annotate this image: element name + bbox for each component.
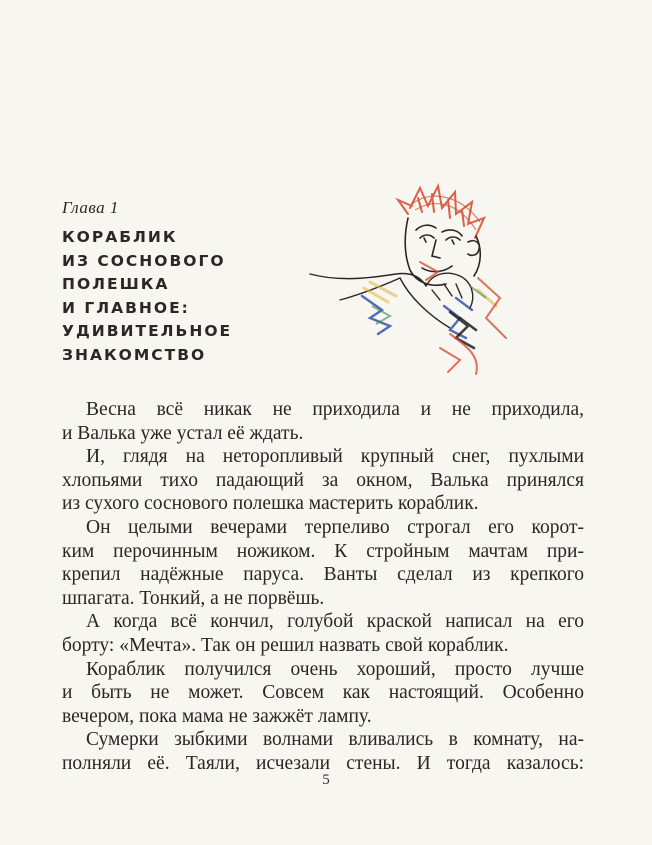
- text-line: А когда всё кончил, голубой краской написал на его: [86, 611, 584, 633]
- text-line: Он целыми вечерами терпеливо строгал его корот-: [86, 516, 584, 538]
- paragraph: [62, 658, 584, 729]
- chapter-title-line: ЗНАКОМСТВО: [62, 345, 207, 364]
- chapter-title-line: КОРАБЛИК: [62, 228, 178, 246]
- chapter-title-line: ПОЛЕШКА: [62, 275, 170, 293]
- chapter-title-line: И ГЛАВНОЕ:: [62, 298, 190, 317]
- chapter-title-line: ИЗ СОСНОВОГО: [62, 251, 226, 270]
- text-line: и Валька уже устал её ждать.: [62, 422, 304, 444]
- text-line: Весна всё никак не приходила и не приходила,: [86, 399, 584, 420]
- text-line: ким перочинным ножиком. К стройным мачтам при-: [62, 540, 584, 562]
- text-line: крепил надёжные паруса. Ванты сделал из крепкого: [62, 564, 584, 586]
- text-line: и быть не может. Совсем как настоящий. Особенно: [62, 682, 584, 704]
- text-line: полняли её. Таяли, исчезали стены. И тогда казалось:: [62, 752, 584, 774]
- text-line: Сумерки зыбкими волнами вливались в комнату, на-: [86, 729, 584, 751]
- chapter-title: [62, 226, 232, 367]
- chapter-label: Глава 1: [62, 198, 119, 217]
- chapter-title-line: УДИВИТЕЛЬНОЕ: [62, 322, 233, 340]
- boy-sketch-illustration: [300, 178, 510, 378]
- paragraph: [62, 516, 584, 610]
- text-line: Кораблик получился очень хороший, просто лучше: [86, 658, 584, 680]
- text-line: шпагата. Тонкий, а не порвёшь.: [62, 587, 325, 609]
- paragraph: [62, 445, 584, 516]
- paragraph: [62, 398, 584, 445]
- text-line: из сухого соснового полешка мастерить кораблик.: [62, 493, 479, 515]
- body-text: [62, 398, 584, 776]
- text-line: И, глядя на неторопливый крупный снег, пухлыми: [86, 446, 584, 468]
- text-line: вечером, пока мама не зажжёт лампу.: [62, 705, 372, 727]
- paragraph: [62, 728, 584, 775]
- paragraph: [62, 610, 584, 657]
- text-line: хлопьями тихо падающий за окном, Валька принялся: [62, 469, 584, 491]
- page-number: 5: [322, 772, 330, 788]
- text-line: борту: «Мечта». Так он решил назвать свой кораблик.: [62, 634, 509, 656]
